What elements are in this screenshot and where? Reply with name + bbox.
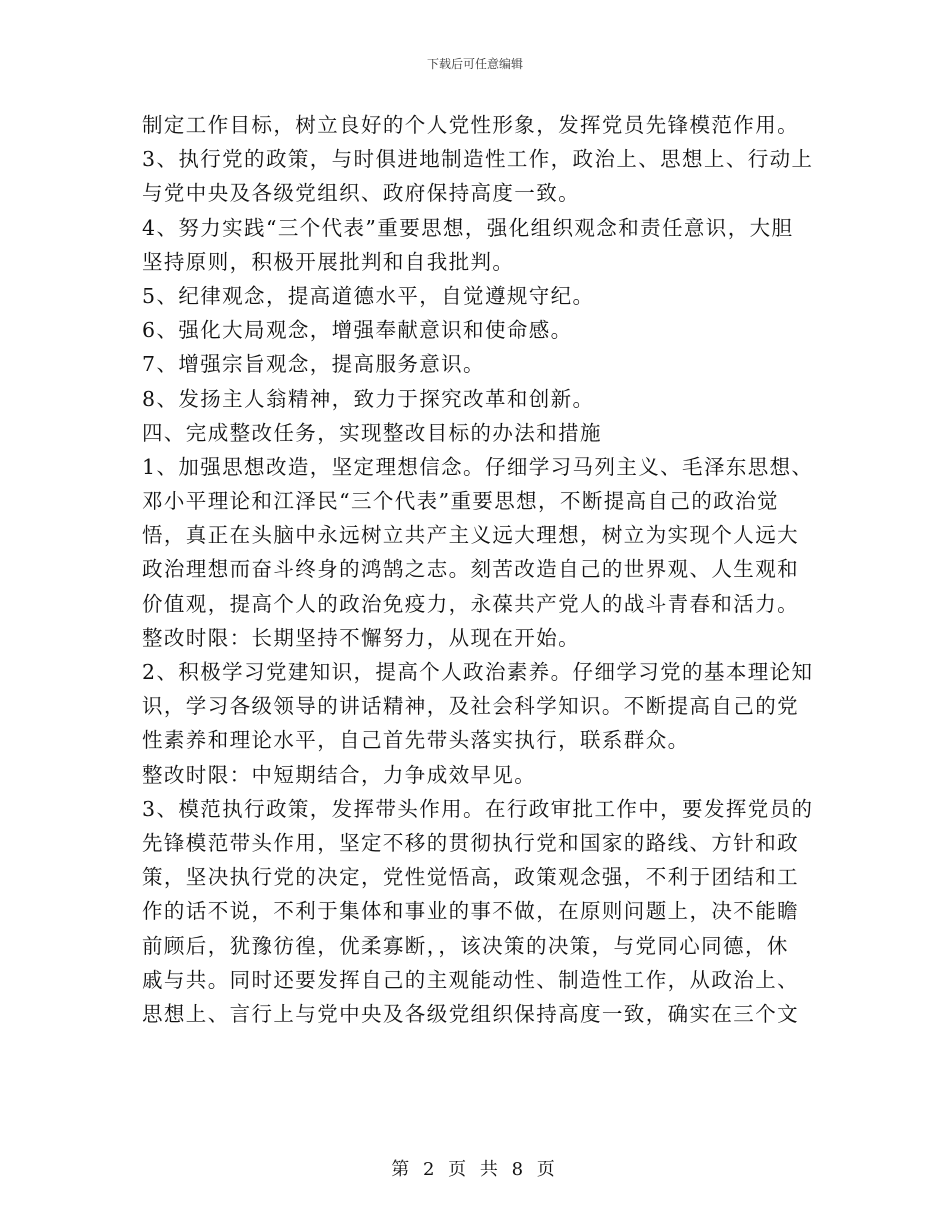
body-line: 4、努力实践“三个代表”重要思想，强化组织观念和责任意识，大胆 xyxy=(142,215,794,240)
body-line: 整改时限：长期坚持不懈努力，从现在开始。 xyxy=(142,625,580,650)
body-line: 悟，真正在头脑中永远树立共产主义远大理想，树立为实现个人远大 xyxy=(142,523,799,548)
body-line: 策，坚决执行党的决定，党性觉悟高，政策观念强，不利于团结和工 xyxy=(142,865,799,890)
body-line: 1、加强思想改造，坚定理想信念。仔细学习马列主义、毛泽东思想、 xyxy=(142,454,814,479)
body-line: 政治理想而奋斗终身的鸿鹄之志。刻苦改造自己的世界观、人生观和 xyxy=(142,557,799,582)
body-line: 识，学习各级领导的讲话精神，及社会科学知识。不断提高自己的党 xyxy=(142,694,799,719)
body-line: 坚持原则，积极开展批判和自我批判。 xyxy=(142,249,515,274)
body-line: 5、纪律观念，提高道德水平，自觉遵规守纪。 xyxy=(142,283,595,308)
page-header: 下载后可任意编辑 xyxy=(426,57,523,71)
body-line: 与党中央及各级党组织、政府保持高度一致。 xyxy=(142,181,580,206)
document-body xyxy=(142,108,822,1031)
body-line: 性素养和理论水平，自己首先带头落实执行，联系群众。 xyxy=(142,728,690,753)
body-line: 6、强化大局观念，增强奉献意识和使命感。 xyxy=(142,318,573,343)
body-line: 整改时限：中短期结合，力争成效早见。 xyxy=(142,762,537,787)
body-line: 3、执行党的政策，与时俱进地制造性工作，政治上、思想上、行动上 xyxy=(142,147,814,172)
body-line: 先锋模范带头作用，坚定不移的贯彻执行党和国家的路线、方针和政 xyxy=(142,830,799,855)
body-line: 3、模范执行政策，发挥带头作用。在行政审批工作中，要发挥党员的 xyxy=(142,796,814,821)
body-line: 作的话不说，不利于集体和事业的事不做，在原则问题上，决不能瞻 xyxy=(142,899,799,924)
body-line: 8、发扬主人翁精神，致力于探究改革和创新。 xyxy=(142,386,595,411)
page-number-footer: 第 2 页 共 8 页 xyxy=(391,1159,559,1180)
body-line: 前顾后，犹豫彷徨，优柔寡断，，该决策的决策，与党同心同德，休 xyxy=(142,933,789,958)
body-line: 邓小平理论和江泽民“三个代表”重要思想，不断提高自己的政治觉 xyxy=(142,489,779,514)
section-heading: 四、完成整改任务，实现整改目标的办法和措施 xyxy=(142,420,602,445)
body-line: 思想上、言行上与党中央及各级党组织保持高度一致，确实在三个文 xyxy=(142,1001,799,1026)
body-line: 价值观，提高个人的政治免疫力，永葆共产党人的战斗青春和活力。 xyxy=(142,591,799,616)
body-line: 2、积极学习党建知识，提高个人政治素养。仔细学习党的基本理论知 xyxy=(142,660,814,684)
body-line: 戚与共。同时还要发挥自己的主观能动性、制造性工作，从政治上、 xyxy=(142,967,799,992)
body-line: 制定工作目标，树立良好的个人党性形象，发挥党员先锋模范作用。 xyxy=(142,113,799,137)
body-line: 7、增强宗旨观念，提高服务意识。 xyxy=(142,352,485,377)
